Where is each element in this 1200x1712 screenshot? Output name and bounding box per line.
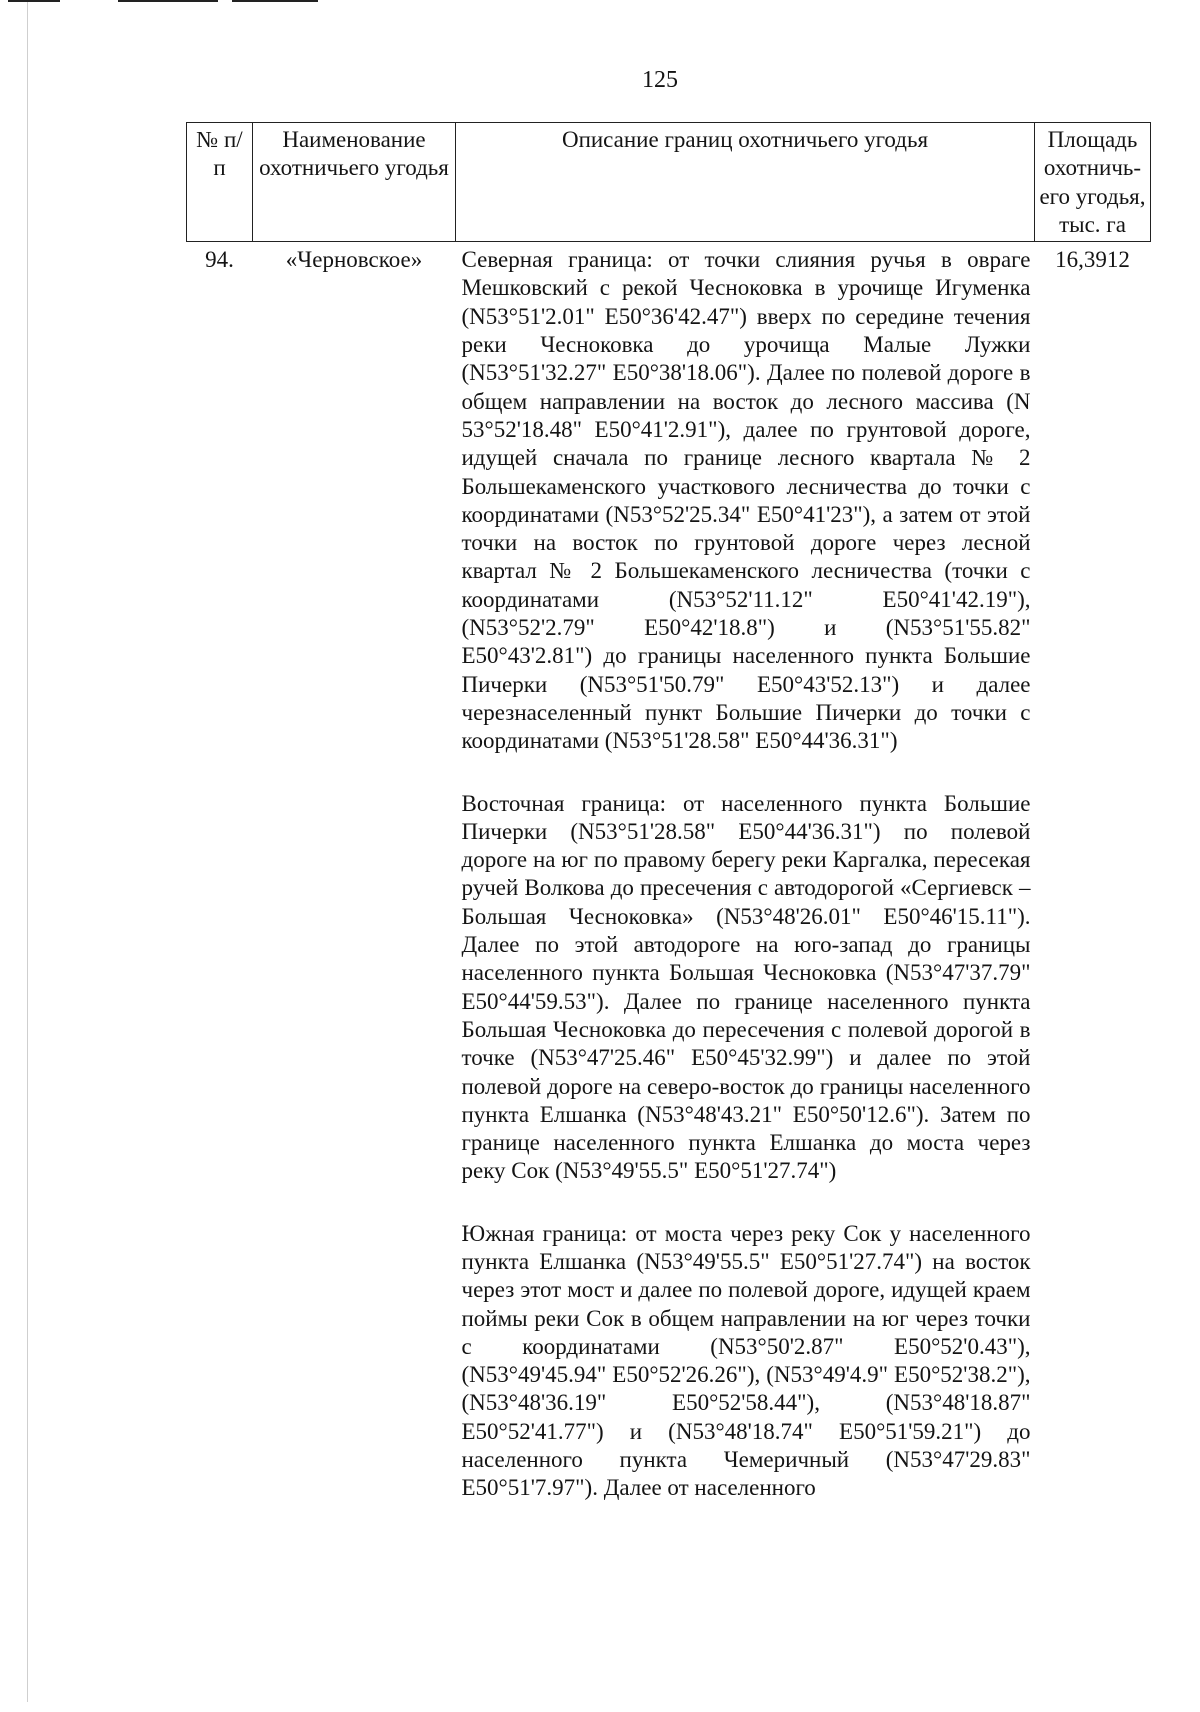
table-header-row: [187, 123, 1151, 242]
row-description: [456, 242, 1035, 1503]
row-number: 94.: [205, 247, 234, 273]
north-border-paragraph: Северная граница: от точки слияния ручья в овраге Мешковский с рекой Чесноковка в урочище Игуменка (N53°51'2.01" E50°36'42.47") вверх по середине течения реки Чесноковка до урочища Малые Лужки (N53°51'32.27" E50°38'18.06"). Далее по полевой дороге в общем направлении на восток до лесного массива (N 53°52'18.48" E50°41'2.91"), далее по грунтовой дороге, идущей сначала по границе лесного квартала № 2 Большекаменского участкового лесничества до точки с координатами (N53°52'25.34" E50°41'23"), а затем от этой точки на восток по грунтовой дороге через лесной квартал № 2 Большекаменского лесничества (точки с координатами (N53°52'11.12" E50°41'42.19"), (N53°52'2.79" E50°42'18.8") и (N53°51'55.82" E50°43'2.81") до границы населенного пункта Большие Пичерки (N53°51'50.79" E50°43'52.13") и далее черезнаселенный пункт Большие Пичерки до точки с координатами (N53°51'28.58" E50°44'36.31"): [461, 247, 1031, 754]
header-area: Площадь охотничь-его угодья, тыс. га: [1035, 123, 1151, 242]
table-row: [187, 242, 1151, 1503]
scan-edge-mark: [232, 0, 318, 2]
row-name: «Черновское»: [285, 247, 423, 273]
south-border-paragraph: Южная граница: от моста через реку Сок у населенного пункта Елшанка (N53°49'55.5" E50°51'27.74") на восток через этот мост и далее по полевой дороге, идущей краем поймы реки Сок в общем направлении на юг через точки с координатами (N53°50'2.87" E50°52'0.43"), (N53°49'45.94" E50°52'26.26"), (N53°49'4.9" E50°52'38.2"), (N53°48'36.19" E50°52'58.44"), (N53°48'18.87" E50°52'41.77") и (N53°48'18.74" E50°51'59.21") до населенного пункта Чемеричный (N53°47'29.83" E50°51'7.97"). Далее от населенного: [461, 1220, 1031, 1501]
header-number: № п/п: [187, 123, 253, 242]
row-area: 16,3912: [1055, 247, 1130, 273]
scan-edge-mark: [118, 0, 218, 2]
scan-margin-line: [27, 2, 28, 1702]
page-number: 125: [642, 67, 678, 93]
scan-edge-mark: [8, 0, 60, 2]
east-border-paragraph: Восточная граница: от населенного пункта Большие Пичерки (N53°51'28.58" E50°44'36.31") по полевой дороге на юг по правому берегу реки Каргалка, пересекая ручей Волкова до пресечения с автодорогой «Сергиевск – Большая Чесноковка» (N53°48'26.01" E50°46'15.11"). Далее по этой автодороге на юго-запад до границы населенного пункта Большая Чесноковка (N53°47'37.79" E50°44'59.53"). Далее по границе населенного пункта Большая Чесноковка до пересечения с полевой дорогой в точке (N53°47'25.46" E50°45'32.99") и далее по этой полевой дороге на северо-восток до границы населенного пункта Елшанка (N53°48'43.21" E50°50'12.6"). Затем по границе населенного пункта Елшанка до моста через реку Сок (N53°49'55.5" E50°51'27.74"): [461, 790, 1031, 1184]
hunting-grounds-table: [186, 122, 1151, 1503]
header-name: Наименование охотничьего угодья: [253, 123, 456, 242]
header-description: Описание границ охотничьего угодья: [456, 123, 1035, 242]
